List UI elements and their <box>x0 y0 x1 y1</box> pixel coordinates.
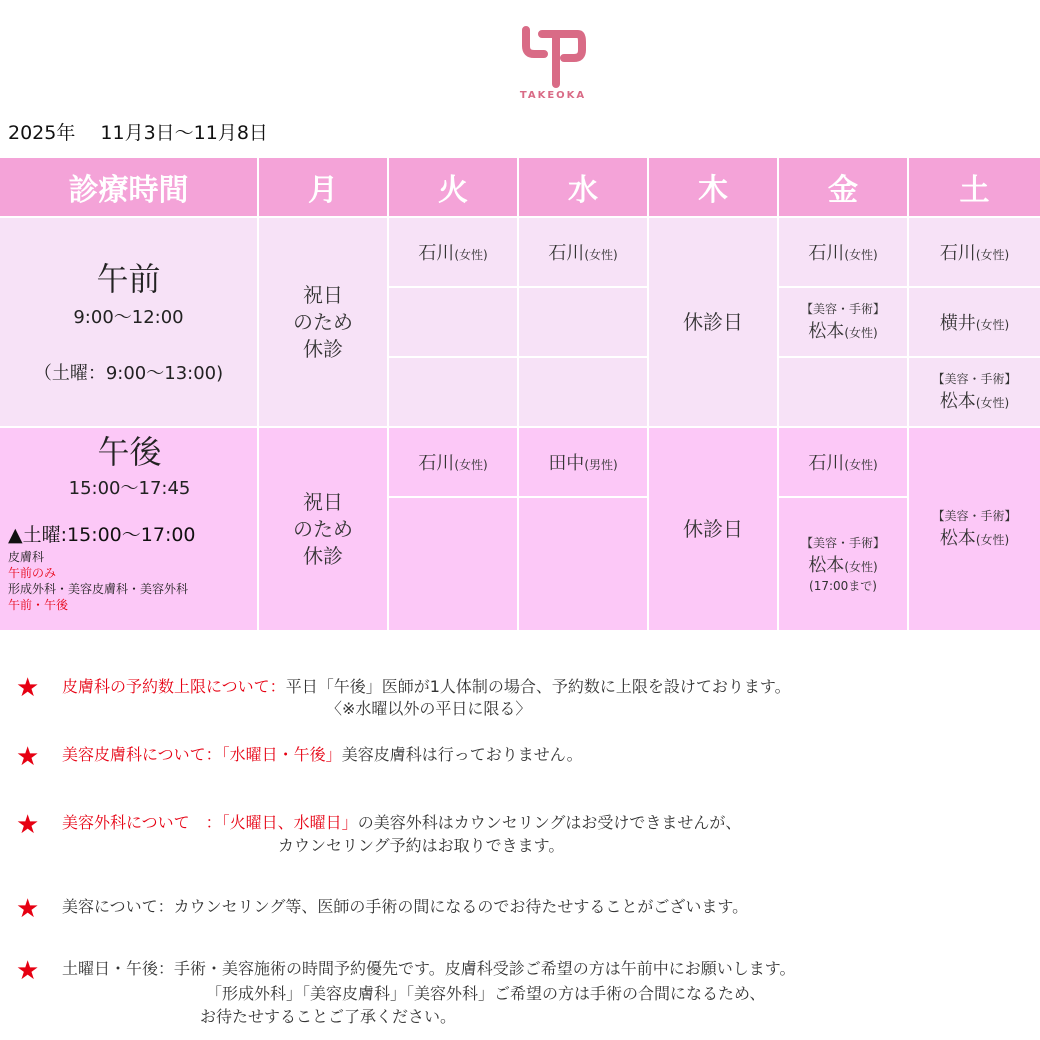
am-thu-closed: 休診日 <box>649 218 779 428</box>
pm-saturday-note: ▲土曜:15:00〜17:00 <box>8 524 196 546</box>
am-tue-slot-3 <box>389 358 519 428</box>
pm-mon-holiday: 祝日 のため 休診 <box>259 428 389 632</box>
notice-3-line2: カウンセリング予約はお取りできます。 <box>278 836 565 855</box>
legend-cosmetic: 形成外科・美容皮膚科・美容外科 <box>8 582 189 596</box>
am-sat-slot-1 <box>909 218 1040 288</box>
surgery-tag: 【美容・手術】 <box>800 535 885 550</box>
surgery-tag: 【美容・手術】 <box>800 302 885 316</box>
header-tue: 火 <box>389 158 519 218</box>
notice-1 <box>62 676 791 698</box>
header-wed: 水 <box>519 158 649 218</box>
doctor-name: 田中 <box>548 453 585 474</box>
pm-fri-slot-2 <box>779 498 909 632</box>
logo-text: TAKEOKA <box>519 90 587 101</box>
pm-fri-slot-1 <box>779 428 909 498</box>
doctor-name: 石川 <box>808 243 845 264</box>
am-fri-slot-2 <box>779 288 909 358</box>
doctor-gender: (女性) <box>454 458 488 472</box>
doctor-name: 松本 <box>808 554 845 576</box>
pm-wed-slot-2 <box>519 498 649 632</box>
star-icon: ★ <box>16 894 40 924</box>
doctor-gender: (女性) <box>844 326 878 340</box>
header-fri: 金 <box>779 158 909 218</box>
doctor-gender: (女性) <box>844 248 878 262</box>
doctor-name: 松本 <box>939 528 976 549</box>
notice-5-line2: 「形成外科」「美容皮膚科」「美容外科」ご希望の方は手術の合間になるため、 <box>206 984 766 1003</box>
am-hours: 9:00〜12:00 <box>73 307 184 328</box>
notice-3 <box>62 812 741 834</box>
star-icon: ★ <box>16 956 40 986</box>
notice-5 <box>62 958 795 980</box>
header-sat: 土 <box>909 158 1040 218</box>
notice-5-text: 土曜日・午後：手術・美容施術の時間予約優先です。皮膚科受診ご希望の方は午前中にお願いします。 <box>62 959 796 978</box>
am-wed-slot-2 <box>519 288 649 358</box>
surgery-tag: 【美容・手術】 <box>932 509 1017 523</box>
notice-2-text: 美容皮膚科は行っておりません。 <box>341 745 583 764</box>
notice-2 <box>62 744 583 766</box>
notice-1-heading: 皮膚科の予約数上限について： <box>62 677 286 696</box>
doctor-name: 横井 <box>939 313 976 334</box>
am-fri-slot-1 <box>779 218 909 288</box>
am-label <box>0 218 259 428</box>
pm-tue-slot-1 <box>389 428 519 498</box>
doctor-name: 石川 <box>548 243 585 264</box>
legend-am-only: 午前のみ <box>8 566 57 580</box>
am-fri-slot-3 <box>779 358 909 428</box>
star-icon: ★ <box>16 742 40 772</box>
pm-tue-slot-2 <box>389 498 519 632</box>
doctor-name: 石川 <box>418 453 455 474</box>
pm-sat-slot <box>909 428 1040 632</box>
doctor-gender: (男性) <box>584 458 618 472</box>
doctor-gender: (女性) <box>975 396 1010 410</box>
until-note: (17:00まで) <box>809 578 877 593</box>
doctor-gender: (女性) <box>975 318 1010 332</box>
am-tue-slot-2 <box>389 288 519 358</box>
am-sat-slot-2 <box>909 288 1040 358</box>
week-range: 2025年 11月3日〜11月8日 <box>8 122 268 144</box>
notice-2-heading: 美容皮膚科について：「水曜日・午後」 <box>62 745 342 764</box>
pm-legend <box>8 549 188 613</box>
pm-wed-slot-1 <box>519 428 649 498</box>
doctor-gender: (女性) <box>584 248 618 262</box>
am-sat-slot-3 <box>909 358 1040 428</box>
doctor-gender: (女性) <box>844 458 878 472</box>
doctor-gender: (女性) <box>844 559 878 574</box>
notice-5-line3: お待たせすることご了承ください。 <box>200 1007 457 1026</box>
am-wed-slot-3 <box>519 358 649 428</box>
pm-thu-closed: 休診日 <box>649 428 779 632</box>
legend-am-pm: 午前・午後 <box>8 598 69 612</box>
doctor-name: 松本 <box>808 321 845 342</box>
surgery-tag: 【美容・手術】 <box>932 372 1017 386</box>
doctor-gender: (女性) <box>454 248 488 262</box>
doctor-name: 石川 <box>418 243 455 264</box>
pm-title: 午後 <box>97 433 162 471</box>
notice-3-heading: 美容外科について ：「火曜日、水曜日」 <box>62 813 358 832</box>
am-saturday-note: （土曜：9:00〜13:00) <box>33 363 224 384</box>
notice-4 <box>62 896 748 918</box>
am-tue-slot-1 <box>389 218 519 288</box>
doctor-name: 石川 <box>939 243 976 264</box>
header-hours: 診療時間 <box>0 158 259 218</box>
pm-label <box>0 428 259 632</box>
pm-hours: 15:00〜17:45 <box>68 478 191 499</box>
doctor-name: 松本 <box>939 391 976 412</box>
doctor-name: 石川 <box>808 453 845 474</box>
star-icon: ★ <box>16 810 40 840</box>
notice-4-text: 美容について：カウンセリング等、医師の手術の間になるのでお待たせすることがございます。 <box>62 897 749 916</box>
legend-dermatology: 皮膚科 <box>8 550 45 564</box>
doctor-gender: (女性) <box>975 248 1010 262</box>
notice-3-text: の美容外科はカウンセリングはお受けできませんが、 <box>357 813 742 832</box>
doctor-gender: (女性) <box>975 533 1010 547</box>
notice-1-line2: 〈※水曜以外の平日に限る〉 <box>326 699 532 718</box>
am-wed-slot-1 <box>519 218 649 288</box>
am-mon-holiday: 祝日 のため 休診 <box>259 218 389 428</box>
notice-1-text: 平日「午後」医師が1人体制の場合、予約数に上限を設けております。 <box>285 677 791 696</box>
header-mon: 月 <box>259 158 389 218</box>
star-icon: ★ <box>16 673 40 703</box>
am-title: 午前 <box>96 260 161 298</box>
schedule-table <box>0 158 1040 632</box>
header-thu: 木 <box>649 158 779 218</box>
